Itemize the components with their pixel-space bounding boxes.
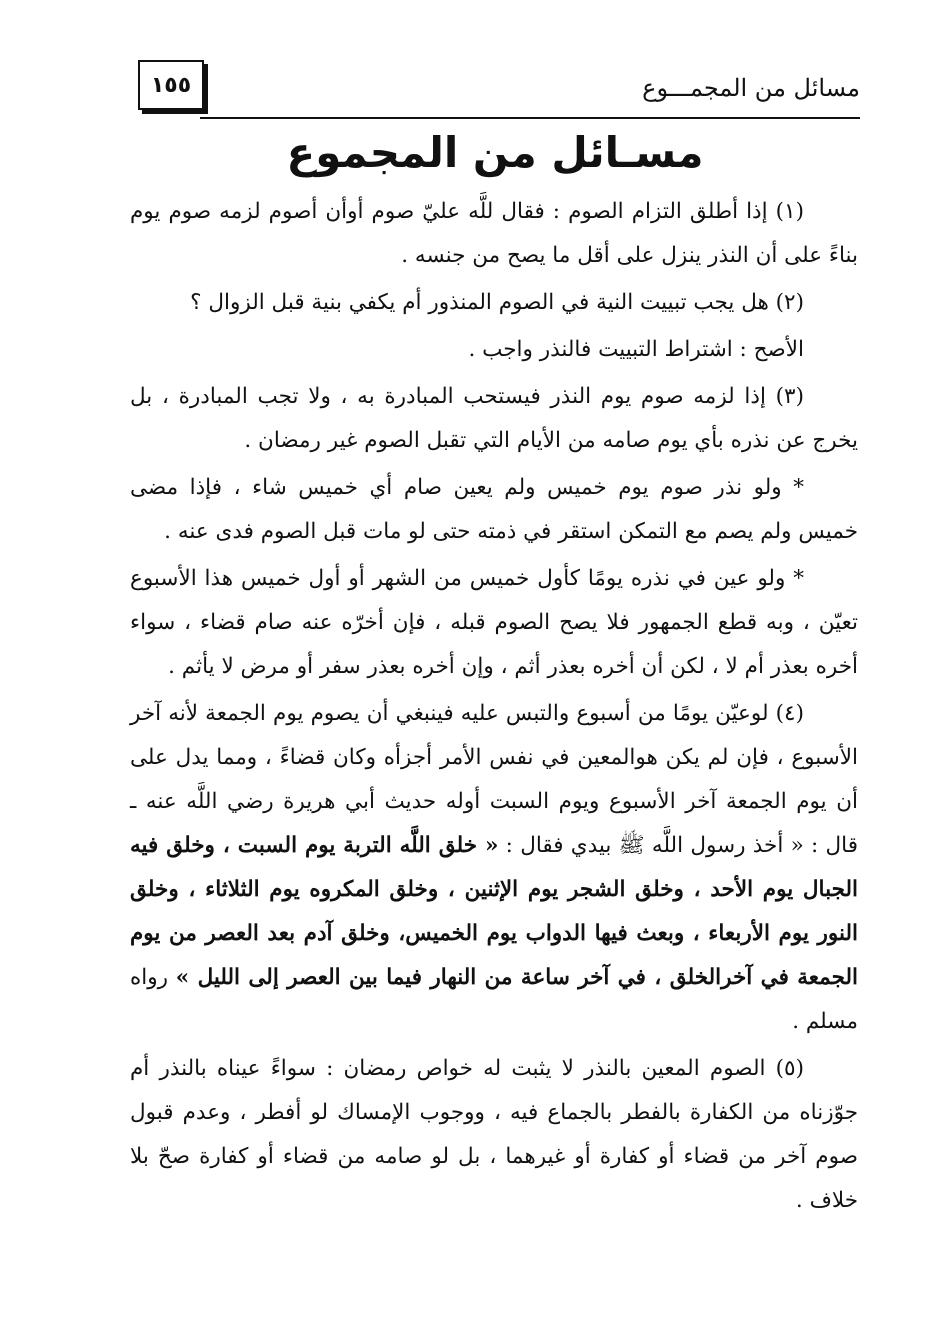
paragraph-6: [130, 692, 858, 1044]
chapter-title: مسـائل من المجموع: [286, 128, 704, 177]
paragraph-2-answer: الأصح : اشتراط التبييت فالنذر واجب .: [468, 337, 804, 362]
header-rule: [200, 117, 860, 119]
page-number: ١٥٥: [138, 60, 204, 110]
paragraph-3: (٣) إذا لزمه صوم يوم النذر فيستحب المبادرة به ، ولا تجب المبادرة ، بل يخرج عن نذره بأي يوم صامه من الأيام التي تقبل الصوم غير رمضان .: [130, 384, 858, 453]
page-header: [138, 60, 860, 122]
hadith-source: رواه مسلم .: [130, 965, 858, 1034]
paragraph-4: * ولو نذر صوم يوم خميس ولم يعين صام أي خميس شاء ، فإذا مضى خميس ولم يصم مع التمكن استقر في ذمته حتى لو مات قبل الصوم فدى عنه .: [130, 475, 858, 544]
running-title: مسائل من المجمـــوع: [642, 74, 860, 102]
paragraph-6-intro: (٤) لوعيّن يومًا من أسبوع والتبس عليه فينبغي أن يصوم يوم الجمعة لأنه آخر الأسبوع ، فإن لم يكن هوالمعين في نفس الأمر أجزأه وكان قضاءً ، ومما يدل على أن يوم الجمعة آخر الأسبوع ويوم السبت أوله حديث أبي هريرة رضي اللَّه عنه ـ قال : « أخذ رسول اللَّه ﷺ بيدي فقال :: [130, 701, 858, 858]
paragraph-5: * ولو عين في نذره يومًا كأول خميس من الشهر أو أول خميس هذا الأسبوع تعيّن ، وبه قطع الجمهور فلا يصح الصوم قبله ، فإن أخرّه عنه صام قضاء ، سواء أخره بعذر أم لا ، لكن أن أخره بعذر أثم ، وإن أخره بعذر سفر أو مرض لا يأثم .: [130, 566, 858, 679]
paragraph-1: (١) إذا أطلق التزام الصوم : فقال للَّه عليّ صوم أوأن أصوم لزمه صوم يوم بناءً على أن النذر ينزل على أقل ما يصح من جنسه .: [130, 199, 858, 268]
paragraph-2: (٢) هل يجب تبييت النية في الصوم المنذور أم يكفي بنية قبل الزوال ؟: [190, 290, 804, 315]
hadith-quote: « خلق اللَّه التربة يوم السبت ، وخلق فيه الجبال يوم الأحد ، وخلق الشجر يوم الإثنين ، وخلق المكروه يوم الثلاثاء ، وخلق النور يوم الأربعاء ، وبعث فيها الدواب يوم الخميس، وخلق آدم بعد العصر من يوم الجمعة في آخرالخلق ، في آخر ساعة من النهار فيما بين العصر إلى الليل »: [130, 833, 858, 990]
body-text: [130, 190, 858, 1226]
paragraph-7: (٥) الصوم المعين بالنذر لا يثبت له خواص رمضان : سواءً عيناه بالنذر أم جوّزناه من الكفارة بالفطر بالجماع فيه ، ووجوب الإمساك لو أفطر ، وعدم قبول صوم آخر من قضاء أو كفارة أو غيرهما ، بل لو صامه من قضاء أو كفارة صحّ بلا خلاف .: [130, 1056, 858, 1213]
